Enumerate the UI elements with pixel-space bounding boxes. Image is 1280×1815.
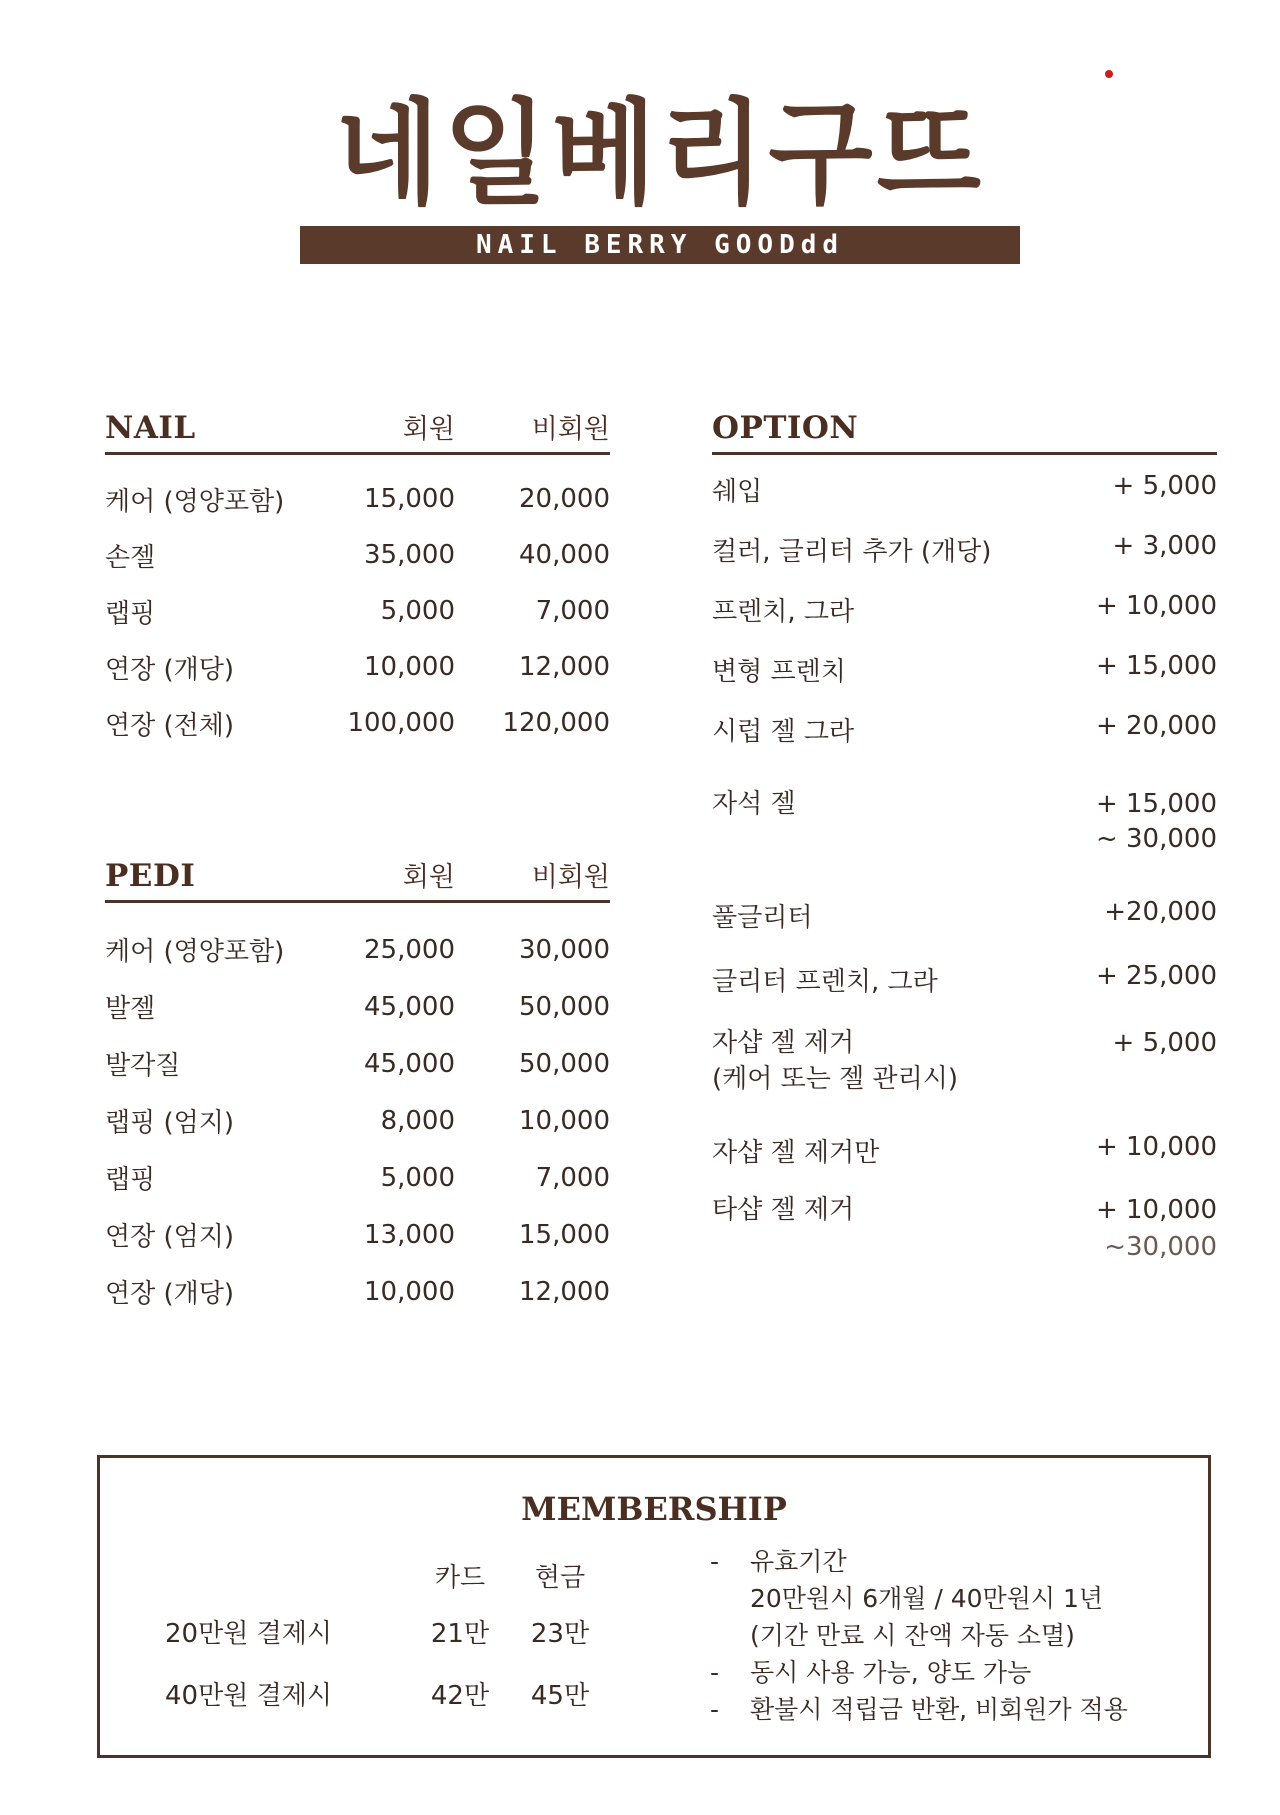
option-row bbox=[712, 531, 1217, 591]
note-item bbox=[710, 1691, 1128, 1728]
nonmember-price: 10,000 bbox=[519, 1105, 610, 1136]
option-price: + 10,000 bbox=[1095, 591, 1217, 621]
pedi-header bbox=[105, 848, 610, 903]
price-row bbox=[105, 695, 610, 751]
note-line: 20만원시 6개월 / 40만원시 1년 bbox=[750, 1584, 1103, 1613]
item-name: 랩핑 (엄지) bbox=[105, 1108, 235, 1138]
option-note: (케어 또는 젤 관리시) bbox=[712, 1064, 959, 1094]
option-title: OPTION bbox=[712, 410, 859, 446]
note-item bbox=[710, 1654, 1128, 1691]
nail-col-nonmember: 비회원 bbox=[531, 414, 610, 445]
note-line: 환불시 적립금 반환, 비회원가 적용 bbox=[750, 1695, 1128, 1724]
option-row bbox=[712, 961, 1217, 1025]
option-name: 프렌치, 그라 bbox=[712, 597, 855, 627]
member-price: 10,000 bbox=[364, 652, 455, 682]
option-name: 변형 프렌치 bbox=[712, 657, 846, 687]
nonmember-price: 50,000 bbox=[519, 991, 610, 1022]
option-price-max: ~ 30,000 bbox=[1095, 824, 1217, 854]
note-line: 유효기간 bbox=[750, 1547, 847, 1576]
membership-header-row bbox=[165, 1550, 610, 1600]
price-row bbox=[105, 921, 610, 978]
item-name: 케어 (영양포함) bbox=[105, 486, 285, 517]
option-name: 자샵 젤 제거 bbox=[712, 1028, 855, 1058]
option-price: + 25,000 bbox=[1095, 961, 1217, 991]
option-row bbox=[712, 1132, 1217, 1192]
logo-title: 네일베리구뜨 bbox=[335, 88, 985, 221]
item-name: 연장 (엄지) bbox=[105, 1222, 235, 1252]
nonmember-price: 50,000 bbox=[519, 1048, 610, 1079]
option-price-max: ~30,000 bbox=[1104, 1232, 1217, 1262]
member-price: 8,000 bbox=[380, 1105, 455, 1136]
nail-col-member: 회원 bbox=[402, 414, 455, 445]
col-card: 카드 bbox=[434, 1562, 486, 1593]
nonmember-price: 15,000 bbox=[519, 1219, 610, 1250]
logo-subtitle: NAIL BERRY GOODdd bbox=[300, 226, 1020, 264]
option-header bbox=[712, 400, 1217, 455]
member-price: 5,000 bbox=[380, 596, 455, 626]
option-row bbox=[712, 651, 1217, 711]
price-row bbox=[105, 583, 610, 639]
note-dash: - bbox=[710, 1658, 720, 1687]
card-value: 42만 bbox=[430, 1680, 490, 1711]
option-name: 글리터 프렌치, 그라 bbox=[712, 967, 938, 997]
price-row bbox=[105, 1092, 610, 1149]
membership-row bbox=[165, 1662, 610, 1724]
option-name: 풀글리터 bbox=[712, 903, 813, 933]
membership-row bbox=[165, 1600, 610, 1662]
pedi-section bbox=[105, 848, 610, 1320]
option-name: 컬러, 글리터 추가 (개당) bbox=[712, 537, 992, 567]
price-row bbox=[105, 527, 610, 583]
option-name: 타샵 젤 제거 bbox=[712, 1195, 855, 1225]
membership-label: 40만원 결제시 bbox=[165, 1680, 332, 1711]
option-row bbox=[712, 1192, 1217, 1272]
nonmember-price: 7,000 bbox=[535, 1162, 610, 1193]
membership-table bbox=[165, 1550, 610, 1724]
member-price: 10,000 bbox=[364, 1276, 455, 1307]
nail-header bbox=[105, 400, 610, 455]
option-price: + 3,000 bbox=[1112, 531, 1217, 561]
option-name: 시럽 젤 그라 bbox=[712, 717, 855, 747]
nonmember-price: 120,000 bbox=[502, 708, 610, 738]
option-price: + 5,000 bbox=[1112, 471, 1217, 501]
option-price: + 15,000 bbox=[1095, 651, 1217, 681]
option-row bbox=[712, 1025, 1217, 1132]
option-price: + 20,000 bbox=[1095, 711, 1217, 741]
price-row bbox=[105, 978, 610, 1035]
price-row bbox=[105, 1035, 610, 1092]
price-row bbox=[105, 1263, 610, 1320]
membership-notes bbox=[710, 1543, 1128, 1728]
cash-value: 45만 bbox=[530, 1680, 590, 1711]
option-price: + 10,000 bbox=[1095, 1132, 1217, 1162]
option-name: 자석 젤 bbox=[712, 789, 796, 819]
pedi-col-nonmember: 비회원 bbox=[531, 862, 610, 893]
member-price: 45,000 bbox=[364, 991, 455, 1022]
note-dash: - bbox=[710, 1547, 720, 1576]
option-name: 쉐입 bbox=[712, 477, 763, 507]
item-name: 연장 (전체) bbox=[105, 710, 235, 741]
logo bbox=[300, 88, 1020, 264]
option-price: + 5,000 bbox=[1112, 1028, 1217, 1058]
option-row bbox=[712, 591, 1217, 651]
nail-section bbox=[105, 400, 610, 751]
option-section bbox=[712, 400, 1217, 1272]
option-row bbox=[712, 787, 1217, 897]
item-name: 연장 (개당) bbox=[105, 1279, 235, 1309]
member-price: 35,000 bbox=[364, 540, 455, 570]
red-dot bbox=[1105, 70, 1113, 78]
nonmember-price: 40,000 bbox=[519, 540, 610, 570]
member-price: 15,000 bbox=[364, 484, 455, 514]
nonmember-price: 12,000 bbox=[519, 1276, 610, 1307]
member-price: 13,000 bbox=[364, 1219, 455, 1250]
note-line: (기간 만료 시 잔액 자동 소멸) bbox=[750, 1621, 1075, 1650]
option-row bbox=[712, 471, 1217, 531]
nonmember-price: 7,000 bbox=[535, 596, 610, 626]
col-cash: 현금 bbox=[534, 1562, 586, 1593]
nail-title: NAIL bbox=[105, 410, 196, 446]
member-price: 5,000 bbox=[380, 1162, 455, 1193]
nonmember-price: 20,000 bbox=[519, 484, 610, 514]
pedi-title: PEDI bbox=[105, 858, 196, 894]
item-name: 랩핑 bbox=[105, 598, 156, 629]
price-row bbox=[105, 1149, 610, 1206]
note-dash: - bbox=[710, 1695, 720, 1724]
option-row bbox=[712, 897, 1217, 961]
pedi-col-member: 회원 bbox=[402, 862, 455, 893]
membership-box bbox=[97, 1455, 1211, 1758]
card-value: 21만 bbox=[430, 1618, 490, 1649]
note-line: 동시 사용 가능, 양도 가능 bbox=[750, 1658, 1032, 1687]
nonmember-price: 12,000 bbox=[519, 652, 610, 682]
membership-label: 20만원 결제시 bbox=[165, 1618, 332, 1649]
membership-title: MEMBERSHIP bbox=[521, 1490, 787, 1528]
nonmember-price: 30,000 bbox=[519, 934, 610, 965]
option-row bbox=[712, 711, 1217, 787]
option-price: +20,000 bbox=[1104, 897, 1217, 927]
member-price: 25,000 bbox=[364, 934, 455, 965]
item-name: 발젤 bbox=[105, 994, 156, 1024]
member-price: 100,000 bbox=[347, 708, 455, 738]
price-row bbox=[105, 1206, 610, 1263]
price-row bbox=[105, 639, 610, 695]
item-name: 손젤 bbox=[105, 542, 156, 573]
item-name: 발각질 bbox=[105, 1051, 181, 1081]
cash-value: 23만 bbox=[530, 1618, 590, 1649]
item-name: 연장 (개당) bbox=[105, 654, 235, 685]
item-name: 랩핑 bbox=[105, 1165, 156, 1195]
member-price: 45,000 bbox=[364, 1048, 455, 1079]
item-name: 케어 (영양포함) bbox=[105, 937, 285, 967]
price-row bbox=[105, 471, 610, 527]
option-name: 자샵 젤 제거만 bbox=[712, 1138, 880, 1168]
option-price: + 15,000 bbox=[1095, 789, 1217, 819]
option-price: + 10,000 bbox=[1095, 1195, 1217, 1225]
note-item bbox=[710, 1543, 1128, 1654]
